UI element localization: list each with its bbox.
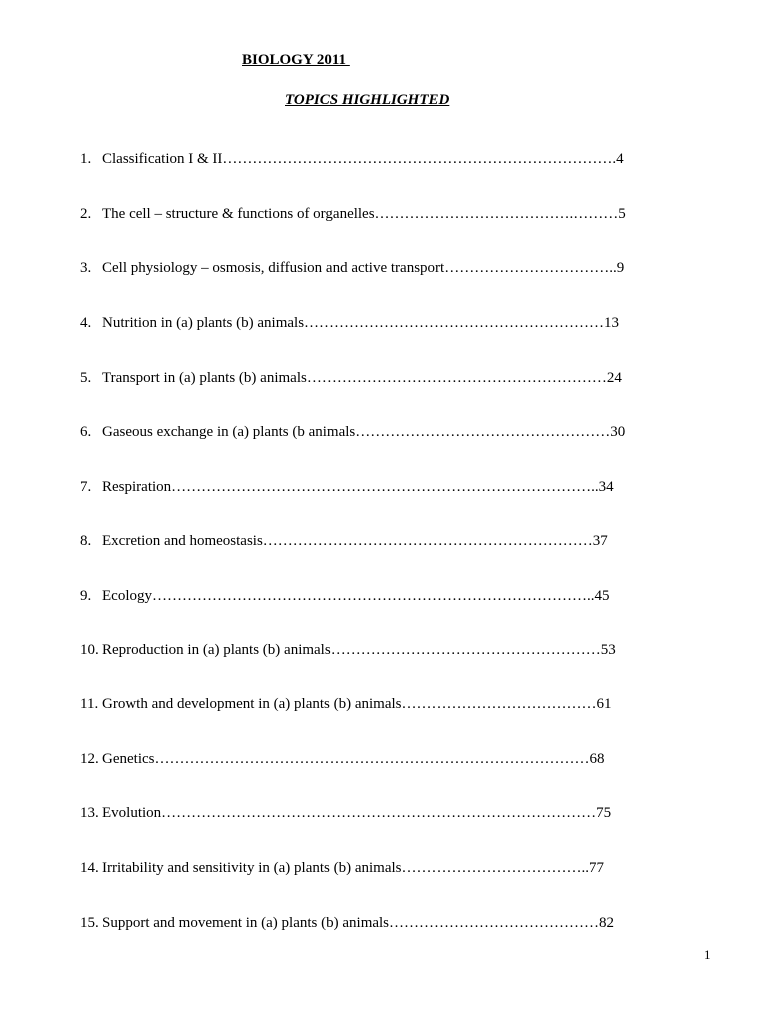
- toc-entry-text: Support and movement in (a) plants (b) animals……………………………………82: [102, 915, 615, 931]
- toc-entry: [80, 587, 610, 605]
- toc-entry: [80, 532, 608, 550]
- toc-entry-text: Nutrition in (a) plants (b) animals……………………………………………………13: [102, 315, 620, 331]
- toc-entry-text: The cell – structure & functions of organelles………………………………….………5: [102, 206, 626, 222]
- toc-entry-text: Respiration…………………………………………………………………………..34: [102, 479, 614, 495]
- toc-entry-text: Cell physiology – osmosis, diffusion and active transport……………………………..9: [102, 260, 625, 276]
- toc-entry: [80, 478, 614, 496]
- toc-entry: [80, 423, 625, 441]
- toc-entry-text: Irritability and sensitivity in (a) plants (b) animals………………………………..77: [102, 860, 605, 876]
- toc-entry: [80, 150, 624, 168]
- document-subtitle: TOPICS HIGHLIGHTED: [285, 92, 450, 108]
- toc-entry: [80, 804, 611, 822]
- page-number: 1: [704, 947, 711, 962]
- toc-entry: [80, 750, 604, 768]
- toc-entry: [80, 369, 622, 387]
- toc-entry-number: 13.: [80, 805, 99, 821]
- toc-entry-number: 14.: [80, 860, 99, 876]
- toc-entry: [80, 695, 612, 713]
- toc-entry-number: 7.: [80, 479, 92, 495]
- toc-entry-text: Reproduction in (a) plants (b) animals………………………………………………53: [102, 642, 616, 658]
- toc-entry-text: Growth and development in (a) plants (b) animals…………………………………61: [102, 696, 612, 712]
- toc-entry-number: 11.: [80, 696, 99, 712]
- toc-entry-number: 3.: [80, 260, 92, 276]
- toc-entry: [80, 314, 619, 332]
- toc-entry-number: 10.: [80, 642, 99, 658]
- toc-entry: [80, 641, 616, 659]
- toc-entry-number: 9.: [80, 588, 92, 604]
- toc-entry-number: 1.: [80, 151, 92, 167]
- toc-entry: [80, 205, 626, 223]
- toc-entry-text: Ecology……………………………………………………………………………..45: [102, 588, 610, 604]
- toc-entry: [80, 259, 624, 277]
- toc-entry-number: 6.: [80, 424, 92, 440]
- document-title: BIOLOGY 2011: [242, 52, 350, 68]
- toc-entry-number: 15.: [80, 915, 99, 931]
- toc-entry-number: 4.: [80, 315, 92, 331]
- toc-entry-number: 8.: [80, 533, 92, 549]
- toc-entry-text: Gaseous exchange in (a) plants (b animals……………………………………………30: [102, 424, 626, 440]
- toc-entry-number: 2.: [80, 206, 92, 222]
- toc-entry-number: 12.: [80, 751, 99, 767]
- toc-entry: [80, 914, 614, 932]
- toc-entry-text: Classification I & II…………………………………………………………………….4: [102, 151, 624, 167]
- toc-entry-text: Genetics……………………………………………………………………………68: [102, 751, 605, 767]
- toc-entry-number: 5.: [80, 370, 92, 386]
- toc-entry: [80, 859, 604, 877]
- toc-entry-text: Excretion and homeostasis…………………………………………………………37: [102, 533, 608, 549]
- toc-entry-text: Transport in (a) plants (b) animals……………………………………………………24: [102, 370, 622, 386]
- toc-entry-text: Evolution……………………………………………………………………………75: [102, 805, 612, 821]
